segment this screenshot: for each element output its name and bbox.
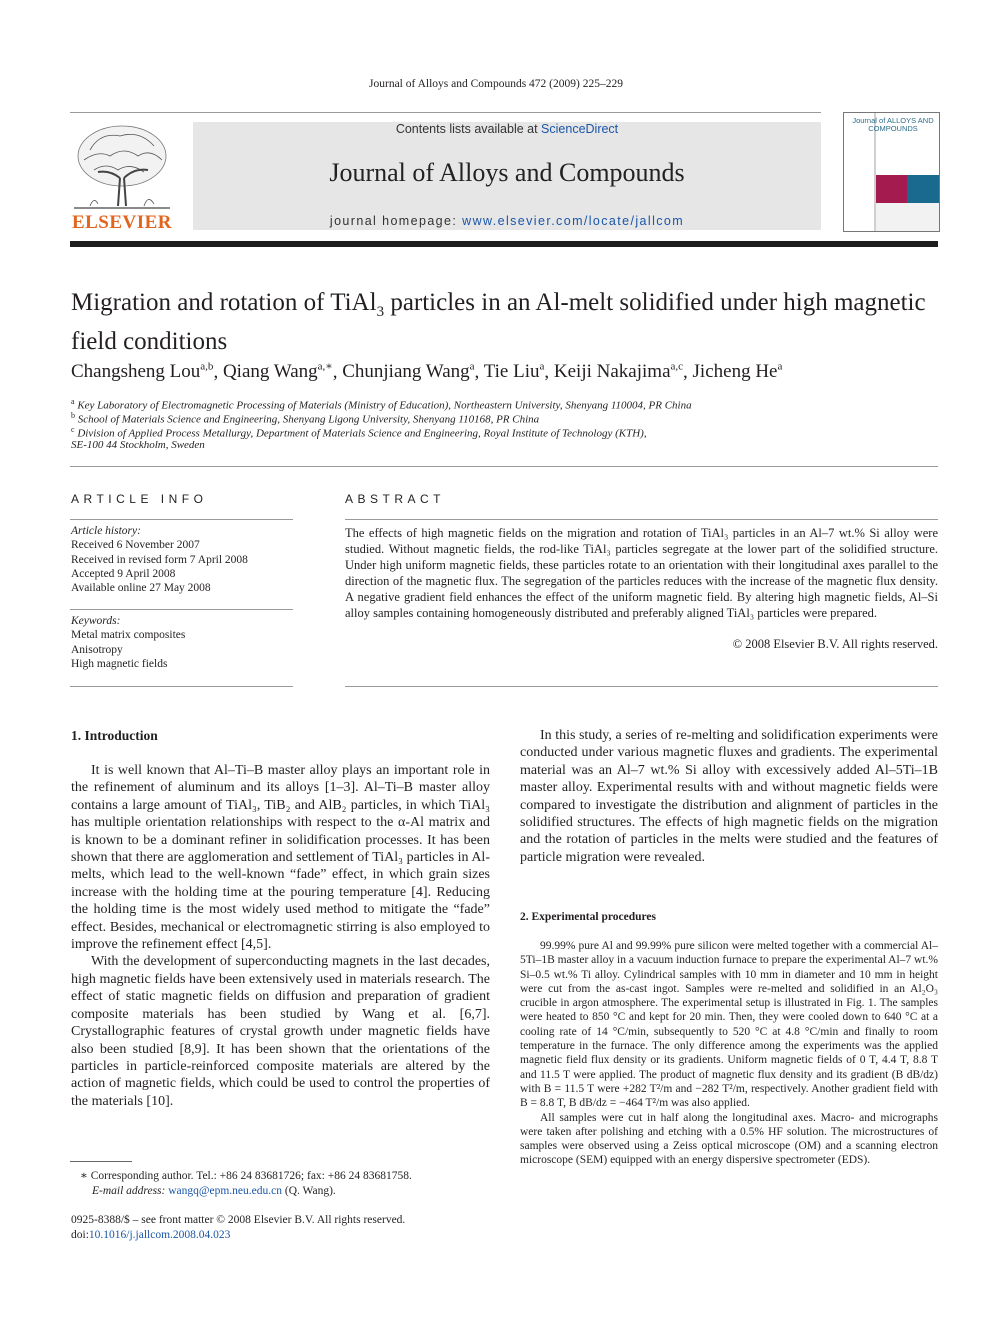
email-line — [80, 1184, 510, 1199]
journal-homepage — [193, 214, 821, 228]
article-info-heading: ARTICLE INFO — [71, 492, 208, 506]
author-name: Chunjiang Wang — [342, 361, 470, 383]
abstract-text: The effects of high magnetic fields on the migration and rotation of TiAl₃ particles in an Al–7 wt.% Si alloy were studied. Without magnetic fields, the rod-like TiAl₃ particles segregate at the lower part of the solidified structure. Under high uniform magnetic fields, these particles rotate to an orientation with their longitudinal axes parallel to the direction of the magnetic flux. The segregation of the particles reduces with the increase of the magnetic flux density. A negative gradient field enhances the effect of the uniform magnetic field. By altering high magnetic fields, Al–Si alloy samples containing homogeneously distributed and preferably aligned TiAl₃ particles were prepared. — [345, 526, 938, 620]
contents-prefix: Contents lists available at — [395, 122, 542, 136]
cover-color-block — [876, 203, 939, 231]
title-part: particles in an Al-melt solidified under high magnetic field conditions — [71, 289, 926, 355]
corresponding-line — [80, 1169, 510, 1184]
author-name: Tie Liu — [483, 361, 540, 383]
history-item: Received in revised form 7 April 2008 — [71, 553, 248, 566]
sciencedirect-link[interactable]: ScienceDirect — [541, 122, 619, 136]
corresponding-author-note — [80, 1169, 510, 1198]
affiliation-text: School of Materials Science and Engineering, Shenyang Ligong University, Shenyang 110168, PR China — [75, 413, 540, 426]
footnote-mark: ∗ — [80, 1170, 88, 1182]
author-affil-mark: a — [539, 361, 545, 373]
abstract-copyright: © 2008 Elsevier B.V. All rights reserved. — [732, 637, 938, 651]
cover-color-block — [876, 175, 907, 203]
affiliation-mark: a — [71, 397, 75, 406]
history-item: Available online 27 May 2008 — [71, 582, 211, 595]
issn-line: 0925-8388/$ – see front matter © 2008 Elsevier B.V. All rights reserved. — [71, 1214, 406, 1226]
journal-name: Journal of Alloys and Compounds — [329, 158, 685, 187]
author-name: Changsheng Lou — [71, 361, 201, 383]
keyword: Anisotropy — [71, 643, 123, 656]
journal-citation: Journal of Alloys and Compounds 472 (2009) 225–229 — [369, 78, 623, 90]
abstract-rule — [345, 686, 938, 687]
front-matter — [71, 1213, 501, 1242]
author[interactable] — [342, 361, 474, 382]
section-heading-experimental: 2. Experimental procedures — [520, 911, 656, 923]
author-separator: , — [474, 361, 484, 383]
affiliation-text: Division of Applied Process Metallurgy, Department of Materials Science and Engineering, Royal Institute of Technology (KTH), — [74, 427, 647, 440]
doi-label: doi: — [71, 1228, 89, 1241]
author-affil-mark: a,b — [200, 361, 214, 373]
affiliation-continued: SE-100 44 Stockholm, Sweden — [71, 439, 205, 451]
author[interactable] — [223, 361, 333, 382]
article-history — [71, 524, 293, 595]
elsevier-wordmark: ELSEVIER — [71, 212, 173, 233]
header-top-rule — [70, 112, 821, 113]
author-name: Qiang Wang — [222, 361, 318, 383]
elsevier-logo[interactable] — [70, 120, 174, 232]
email-label: E-mail address: — [92, 1184, 166, 1197]
author-affil-mark: a,∗ — [317, 361, 333, 373]
author-affil-mark: a — [469, 361, 475, 373]
footnote-rule — [70, 1161, 132, 1162]
history-item: Received 6 November 2007 — [71, 539, 200, 552]
paragraph: It is well known that Al–Ti–B master alloy plays an important role in the refinement of aluminum and its alloys [1–3]. Al–Ti–B master alloy contains a large amount of TiAl₃, TiB₂ and AlB₂ particles, in which TiAl₃ has multiple orientation relationships with respect to the α-Al matrix and is known to be a dominant refiner in solidification processes. It has been shown that there are agglomeration and settlement of TiAl₃ particles in Al-melts, which lead to the well-known “fade” effect, in which grain sizes increase with the holding time at the pouring temperature [4]. Reducing the holding time is the most widely used method to mitigate the “fade” effect. Besides, mechanical or electromagnetic stirring is also employed to improve the refinement effect [4,5]. — [71, 763, 490, 953]
article-info-rule — [70, 519, 293, 520]
title-subscript: 3 — [376, 304, 385, 320]
section-heading-introduction: 1. Introduction — [71, 728, 158, 743]
author-separator: , — [332, 361, 343, 383]
cover-color-block — [907, 175, 939, 203]
experimental-body — [520, 939, 938, 1168]
abstract-rule — [345, 519, 938, 520]
author-list — [71, 360, 939, 383]
affiliation-text: Key Laboratory of Electromagnetic Processing of Materials (Ministry of Education), Northeastern University, Shenyang 110004, PR China — [74, 399, 692, 412]
contents-available — [193, 122, 821, 136]
article-info-rule — [70, 609, 293, 610]
keywords-label: Keywords: — [71, 615, 121, 627]
paragraph: All samples were cut in half along the longitudinal axes. Macro- and micrographs were taken after polishing and etching with a 0.5% HF solution. The microstructures of samples were observed using a Zeiss optical microscope (OM) and a scanning electron microscope (SEM) equipped with an energy dispersive spectrometer (EDS). — [520, 1111, 938, 1167]
author[interactable] — [71, 361, 213, 382]
cover-title: Journal of ALLOYS AND COMPOUNDS — [852, 116, 934, 133]
paragraph: 99.99% pure Al and 99.99% pure silicon were melted together with a commercial Al–5Ti–1B master alloy in a vacuum induction furnace to prepare the experimental Al–7 wt.% Si–0.5 wt.% Ti alloy. Cylindrical samples with 10 mm in diameter and 10 mm in height were cut from the as-cast ingot. Samples were re-melted and solidified in an Al₂O₃ crucible in argon atmosphere. The experimental setup is illustrated in Fig. 1. The samples were heated to 850 °C and kept for 20 min. Then, they were cooled down to 640 °C at a cooling rate of 14 °C/min, subsequently to 520 °C at 4.8 °C/min and finally to room temperature in the furnace. The only difference among the experiments was the applied magnetic field flux density or its gradients. Uniform magnetic fields of 0 T, 4.4 T, 8.8 T and 11.5 T were applied. The product of magnetic flux density and its gradient (B dB/dz) with B = 11.5 T were +282 T²/m and −282 T²/m, respectively. Another gradient field with B = 8.8 T, B dB/dz = −464 T²/m was also applied. — [520, 940, 938, 1110]
article-info-rule — [70, 686, 293, 687]
author-affil-mark: a — [777, 361, 783, 373]
doi-link[interactable]: 10.1016/j.jallcom.2008.04.023 — [88, 1228, 231, 1241]
author[interactable] — [693, 361, 783, 382]
affiliation-mark: c — [71, 425, 75, 434]
author-separator: , — [544, 361, 554, 383]
doi-line — [71, 1228, 501, 1243]
homepage-link[interactable]: www.elsevier.com/locate/jallcom — [462, 214, 685, 228]
keywords — [71, 614, 293, 671]
keyword: High magnetic fields — [71, 657, 168, 670]
author[interactable] — [554, 361, 683, 382]
history-label: Article history: — [71, 525, 141, 537]
paragraph: With the development of superconducting magnets in the last decades, high magnetic fields have been extensively used in materials research. The effect of static magnetic fields on diffusion and preparation of gradient composite materials has been studied by Wang et al. [6,7]. Crystallographic features of crystal growth under magnetic fields have also been studied [8,9]. It has been shown that the orientations of the particles in particle-reinforced composite materials are altered by the action of magnetic fields, which could be used to control the properties of the materials [10]. — [71, 954, 490, 1109]
footnote-text: Corresponding author. Tel.: +86 24 83681726; fax: +86 24 83681758. — [87, 1170, 412, 1182]
title-part: Migration and rotation of TiAl — [71, 289, 377, 316]
author-separator: , — [213, 361, 223, 383]
elsevier-tree-icon — [70, 120, 174, 212]
author[interactable] — [484, 361, 545, 382]
journal-cover-thumbnail[interactable] — [843, 112, 940, 232]
author-separator: , — [683, 361, 693, 383]
introduction-body-continued — [520, 727, 938, 866]
author-affil-mark: a,c — [670, 361, 684, 373]
author-name: Keiji Nakajima — [553, 361, 671, 383]
abstract-heading: ABSTRACT — [345, 492, 446, 506]
section-rule — [70, 466, 938, 467]
email-suffix: (Q. Wang). — [281, 1184, 336, 1197]
affiliation-mark: b — [71, 411, 75, 420]
homepage-prefix: journal homepage: — [329, 214, 463, 228]
author-name: Jicheng He — [692, 361, 778, 383]
introduction-body — [71, 762, 490, 1110]
history-item: Accepted 9 April 2008 — [71, 567, 176, 580]
email-link[interactable]: wangq@epm.neu.edu.cn — [168, 1184, 282, 1197]
header-thick-rule — [70, 241, 938, 247]
paragraph: In this study, a series of re-melting and solidification experiments were conducted under various magnetic fluxes and gradients. The experimental material was an Al–7 wt.% Si alloy with excessively added Al–5Ti–1B master alloy. Experimental results with and without magnetic fields were compared to investigate the distribution and alignment of particles in the solidified structures. The effects of high magnetic fields on the migration and the rotation of particles in the melts were studied and the features of particle migration were revealed. — [520, 728, 938, 865]
article-title — [71, 288, 939, 356]
keyword: Metal matrix composites — [71, 629, 186, 642]
